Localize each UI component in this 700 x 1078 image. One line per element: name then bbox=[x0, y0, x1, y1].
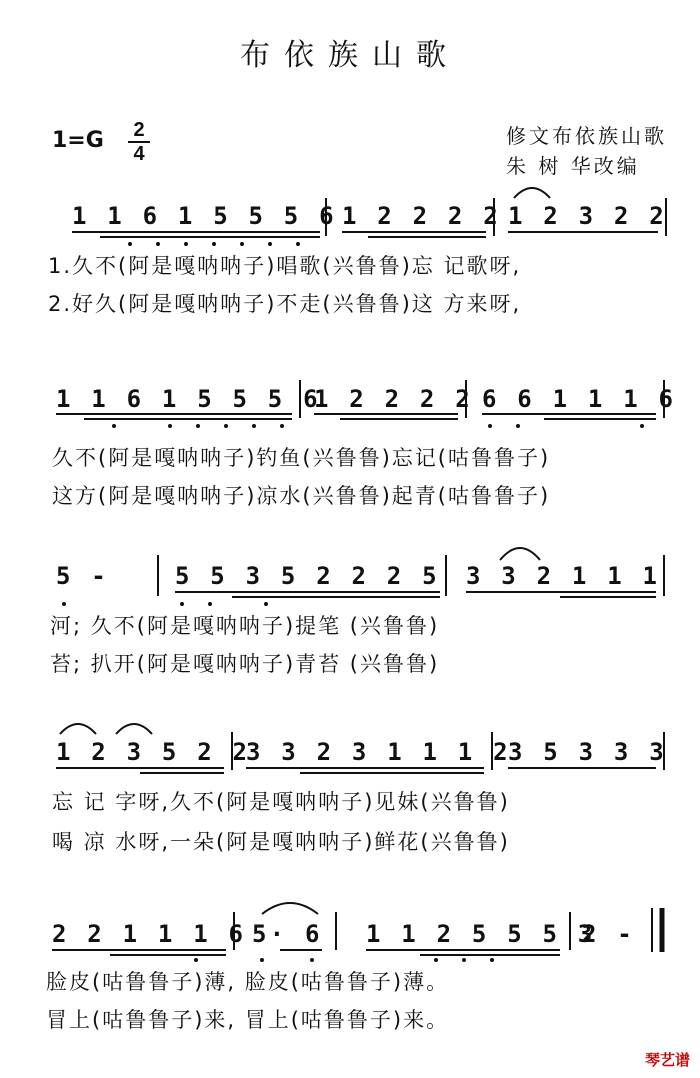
lyric-s5-verse2: 冒上(咕鲁鲁子)来, 冒上(咕鲁鲁子)来。 bbox=[46, 1008, 450, 1032]
notes-s1-m1: 1 1 6 1 5 5 5 6 bbox=[72, 202, 337, 230]
lyric-s1-verse1: 1.久不(阿是嘎呐呐子)唱歌(兴鲁鲁)忘 记歌呀, bbox=[48, 254, 522, 278]
octave-dot bbox=[260, 958, 264, 962]
octave-dot bbox=[194, 958, 198, 962]
notes-s3-m2: 5 5 3 5 2 2 2 5 bbox=[175, 562, 440, 590]
notes-s2-m2: 1 2 2 2 2 bbox=[314, 385, 473, 413]
notes-s5-m4: 2 - bbox=[582, 920, 635, 948]
octave-dot bbox=[434, 958, 438, 962]
octave-dot bbox=[112, 424, 116, 428]
credit-source: 修文布依族山歌 bbox=[506, 124, 667, 148]
notes-s4-m3: 3 5 3 3 3 bbox=[508, 738, 667, 766]
octave-dot bbox=[462, 958, 466, 962]
slur bbox=[116, 724, 152, 734]
lyric-s3-verse2: 苔; 扒开(阿是嘎呐呐子)青苔 (兴鲁鲁) bbox=[50, 652, 440, 676]
octave-dot bbox=[516, 424, 520, 428]
time-numerator: 2 bbox=[133, 119, 145, 141]
notes-s2-m1: 1 1 6 1 5 5 5 6 bbox=[56, 385, 321, 413]
octave-dot bbox=[180, 602, 184, 606]
credit-arranger: 朱 树 华改编 bbox=[506, 154, 640, 178]
octave-dot bbox=[280, 424, 284, 428]
notes-s1-m3: 1 2 3 2 2 bbox=[508, 202, 667, 230]
lyric-s2-verse2: 这方(阿是嘎呐呐子)凉水(兴鲁鲁)起青(咕鲁鲁子) bbox=[52, 484, 551, 508]
slur bbox=[262, 903, 318, 914]
slur bbox=[60, 724, 96, 734]
notes-s4-m1: 1 2 3 5 2 2 bbox=[56, 738, 251, 766]
octave-dot bbox=[208, 602, 212, 606]
lyric-s4-verse2: 喝 凉 水呀,一朵(阿是嘎呐呐子)鲜花(兴鲁鲁) bbox=[52, 830, 510, 854]
key-signature: 1=G bbox=[52, 128, 104, 153]
octave-dot bbox=[310, 958, 314, 962]
octave-dot bbox=[252, 424, 256, 428]
octave-dot bbox=[156, 242, 160, 246]
time-denominator: 4 bbox=[133, 143, 145, 165]
octave-dot bbox=[488, 424, 492, 428]
notes-s5-m1: 2 2 1 1 1 6 bbox=[52, 920, 247, 948]
watermark-logo: 琴艺谱 bbox=[644, 1051, 690, 1069]
slur bbox=[514, 188, 550, 198]
notes-s3-m3: 3 3 2 1 1 1 bbox=[466, 562, 661, 590]
octave-dot bbox=[62, 602, 66, 606]
octave-dot bbox=[640, 424, 644, 428]
octave-dot bbox=[128, 242, 132, 246]
octave-dot bbox=[196, 424, 200, 428]
octave-dot bbox=[296, 242, 300, 246]
octave-dot bbox=[212, 242, 216, 246]
notes-s1-m2: 1 2 2 2 2 bbox=[342, 202, 501, 230]
lyric-s1-verse2: 2.好久(阿是嘎呐呐子)不走(兴鲁鲁)这 方来呀, bbox=[48, 292, 522, 316]
lyric-s3-verse1: 河; 久不(阿是嘎呐呐子)提笔 (兴鲁鲁) bbox=[50, 614, 440, 638]
page-title: 布依族山歌 bbox=[240, 38, 460, 73]
octave-dot bbox=[168, 424, 172, 428]
notes-s5-m2: 5· 6 bbox=[252, 920, 323, 948]
octave-dot bbox=[240, 242, 244, 246]
octave-dot bbox=[264, 602, 268, 606]
octave-dot bbox=[224, 424, 228, 428]
lyric-s4-verse1: 忘 记 字呀,久不(阿是嘎呐呐子)见妹(兴鲁鲁) bbox=[52, 790, 510, 814]
octave-dot bbox=[268, 242, 272, 246]
octave-dot bbox=[490, 958, 494, 962]
notes-s3-m1: 5 - bbox=[56, 562, 109, 590]
octave-dot bbox=[184, 242, 188, 246]
lyric-s2-verse1: 久不(阿是嘎呐呐子)钓鱼(兴鲁鲁)忘记(咕鲁鲁子) bbox=[52, 446, 551, 470]
notes-s4-m2: 3 3 2 3 1 1 1 2 bbox=[246, 738, 511, 766]
notes-s2-m3: 6 6 1 1 1 6 bbox=[482, 385, 677, 413]
slur bbox=[500, 548, 540, 560]
notes-s5-m3: 1 1 2 5 5 5 3 bbox=[366, 920, 596, 948]
lyric-s5-verse1: 脸皮(咕鲁鲁子)薄, 脸皮(咕鲁鲁子)薄。 bbox=[46, 970, 450, 994]
